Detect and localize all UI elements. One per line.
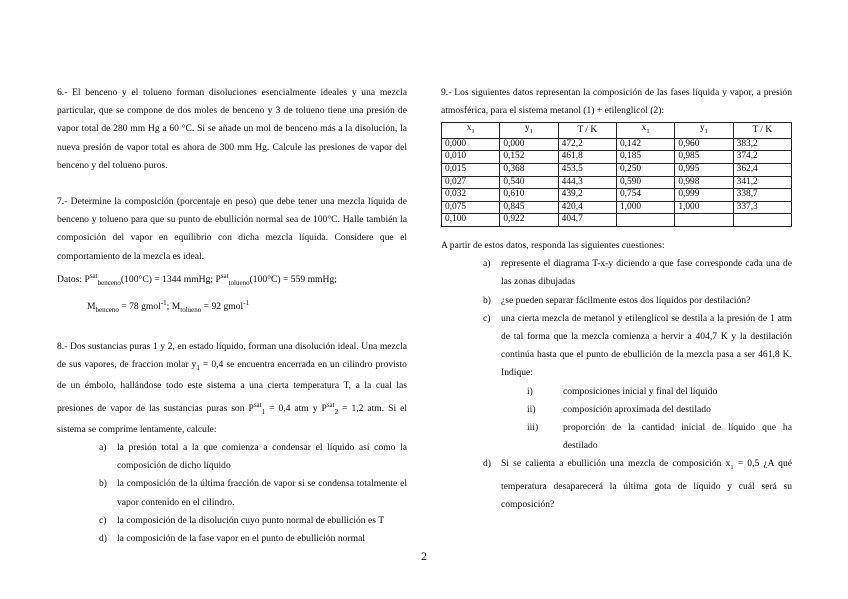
table-cell: 0,985 [675, 151, 733, 164]
table-cell: 0,075 [442, 201, 500, 214]
table-row [442, 164, 792, 177]
table-cell: 0,922 [500, 214, 558, 227]
table-cell: 439,2 [558, 189, 616, 202]
table-cell: 383,2 [733, 138, 791, 151]
q8-item: d) la composición de la fase vapor en el punto de ebullición normal [99, 533, 366, 545]
question-7: 7.- Determine la composición (porcentaje en peso) que debe tener una mezcla líquida de benceno y tolueno para que su punto de ebullición normal sea de 100°C. Halle también la composición del vapor en equilibrio con dicha mezcla líquida. Considere que el comportamiento de la mezcla es ideal. [57, 196, 407, 262]
question-7-data [57, 266, 407, 320]
table-cell [733, 214, 791, 227]
table-row [442, 201, 792, 214]
table-cell: 420,4 [558, 201, 616, 214]
table-cell: 0,015 [442, 164, 500, 177]
table-header-row [442, 123, 792, 138]
table-cell: 453,5 [558, 164, 616, 177]
table-cell: 1,000 [675, 201, 733, 214]
question-9: 9.- Los siguientes datos representan la composición de las fases líquida y vapor, a presión atmosférica, para el sistema metanol (1) + etilenglicol (2): [441, 87, 792, 117]
table-cell: 374,2 [733, 151, 791, 164]
q9-subitem: iii) proporción de la cantidad inicial de líquido que ha destilado [527, 422, 792, 452]
table-cell: 472,2 [558, 138, 616, 151]
table-cell: 0,960 [675, 138, 733, 151]
datos-line-masses: $M_{benceno} = 78$ gmol$^{-1}$; $M_{tolueno} = 92$ gmol$^{-1}$ [87, 298, 250, 315]
table-row [442, 138, 792, 151]
table-cell: 0,368 [500, 164, 558, 177]
table-cell: 461,8 [558, 151, 616, 164]
table-row [442, 151, 792, 164]
table-cell: 0,250 [616, 164, 674, 177]
table-cell: 338,7 [733, 189, 791, 202]
left-column [57, 84, 407, 548]
q9-lead: A partir de estos datos, responda las siguientes cuestiones: [441, 240, 665, 252]
table-cell: 0,998 [675, 176, 733, 189]
q8-item: a) la presión total a la que comienza a condensar el líquido así como la composición de dicho líquido [99, 442, 407, 472]
right-column [441, 84, 792, 514]
table-cell: 0,100 [442, 214, 500, 227]
table-cell: 0,995 [675, 164, 733, 177]
q8-item: b) la composición de la última fracción de vapor si se condensa totalmente el vapor contenido en el cilindro. [99, 478, 407, 508]
table-body [442, 138, 792, 226]
table-cell: 1,000 [616, 201, 674, 214]
q9-item: b) ¿se pueden separar fácilmente estos dos líquidos por destilación? [483, 294, 751, 306]
equilibrium-data-table [441, 122, 792, 227]
table-cell: 341,2 [733, 176, 791, 189]
table-cell: 0,754 [616, 189, 674, 202]
table-row [442, 214, 792, 227]
page-number: 2 [421, 549, 427, 563]
table-cell: 0,032 [442, 189, 500, 202]
table-cell [675, 214, 733, 227]
q9-item: c) una cierta mezcla de metanol y etilenglicol se destila a la presión de 1 atm de tal forma que la mezcla comienza a hervir a 404,7 K y la destilación continúa hasta que el punto de ebullición de la mezcla pasa a ser 461,8 K. Indique: [483, 312, 792, 379]
table-header: $y_1$ [675, 123, 733, 138]
table-cell: 444,3 [558, 176, 616, 189]
q9-subitem: i) composiciones inicial y final del líquido [527, 385, 718, 397]
q9-subitem: ii) composición aproximada del destilado [527, 403, 711, 415]
table-cell: 0,590 [616, 176, 674, 189]
table-row [442, 189, 792, 202]
table-cell: 337,3 [733, 201, 791, 214]
q9-item: a) represente el diagrama T-x-y diciendo a que fase corresponde cada una de las zonas dibujadas [483, 258, 792, 288]
question-6: 6.- El benceno y el tolueno forman disoluciones esencialmente ideales y una mezcla particular, que se compone de dos moles de benceno y 3 de tolueno tiene una presión de vapor total de 280 mm Hg a 60 °C. Si se añade un mol de benceno más a la disolución, la nueva presión de vapor total es ahora de 300 mm Hg. Calcule las presiones de vapor del benceno y del tolueno puros. [57, 87, 407, 171]
table-cell: 0,540 [500, 176, 558, 189]
table-header: T / K [558, 123, 616, 138]
table-row [442, 176, 792, 189]
table-cell: 0,027 [442, 176, 500, 189]
table-header: $y_1$ [500, 123, 558, 138]
table-cell: 0,185 [616, 151, 674, 164]
table-cell: 0,142 [616, 138, 674, 151]
table-header: $x_1$ [616, 123, 674, 138]
table-cell: 0,610 [500, 189, 558, 202]
table-cell: 0,999 [675, 189, 733, 202]
table-cell: 0,010 [442, 151, 500, 164]
table-header: $x_1$ [442, 123, 500, 138]
q9-item: d) Si se calienta a ebullición una mezcla de composición $x_1 = 0,5$ ¿A qué temperatura desaparecerá la última gota de líquido y cuál será su composición? [483, 458, 793, 510]
question-8: 8.- Dos sustancias puras 1 y 2, en estado líquido, forman una disolución ideal. Una mezcla de sus vapores, de fraccion molar $y_1 = 0,4$ se encuentra encerrada en un cilindro provisto de un émbolo, hallándose todo este sistema a una cierta temperatura T, a la cual las presiones de vapor de las sustancias puras son $P^{sat}_1 = 0,4$ atm y $P^{sat}_2 = 1,2$ atm. Si el sistema se comprime lentamente, calcule: [57, 341, 408, 435]
q8-item: c) la composición de la disolución cuyo punto normal de ebullición es T [99, 514, 385, 526]
table-cell [616, 214, 674, 227]
table-cell: 0,000 [500, 138, 558, 151]
table-cell: 0,000 [442, 138, 500, 151]
table-cell: 0,845 [500, 201, 558, 214]
datos-line-pressures: Datos: $P^{sat}_{benceno}(100^\circ C) = 1344$ mmHg; $P^{sat}_{tolueno}(100^\circ C) = 559$ mmHg; [57, 271, 337, 287]
table-cell: 362,4 [733, 164, 791, 177]
table-cell: 404,7 [558, 214, 616, 227]
table-cell: 0,152 [500, 151, 558, 164]
table-header: T / K [733, 123, 791, 138]
